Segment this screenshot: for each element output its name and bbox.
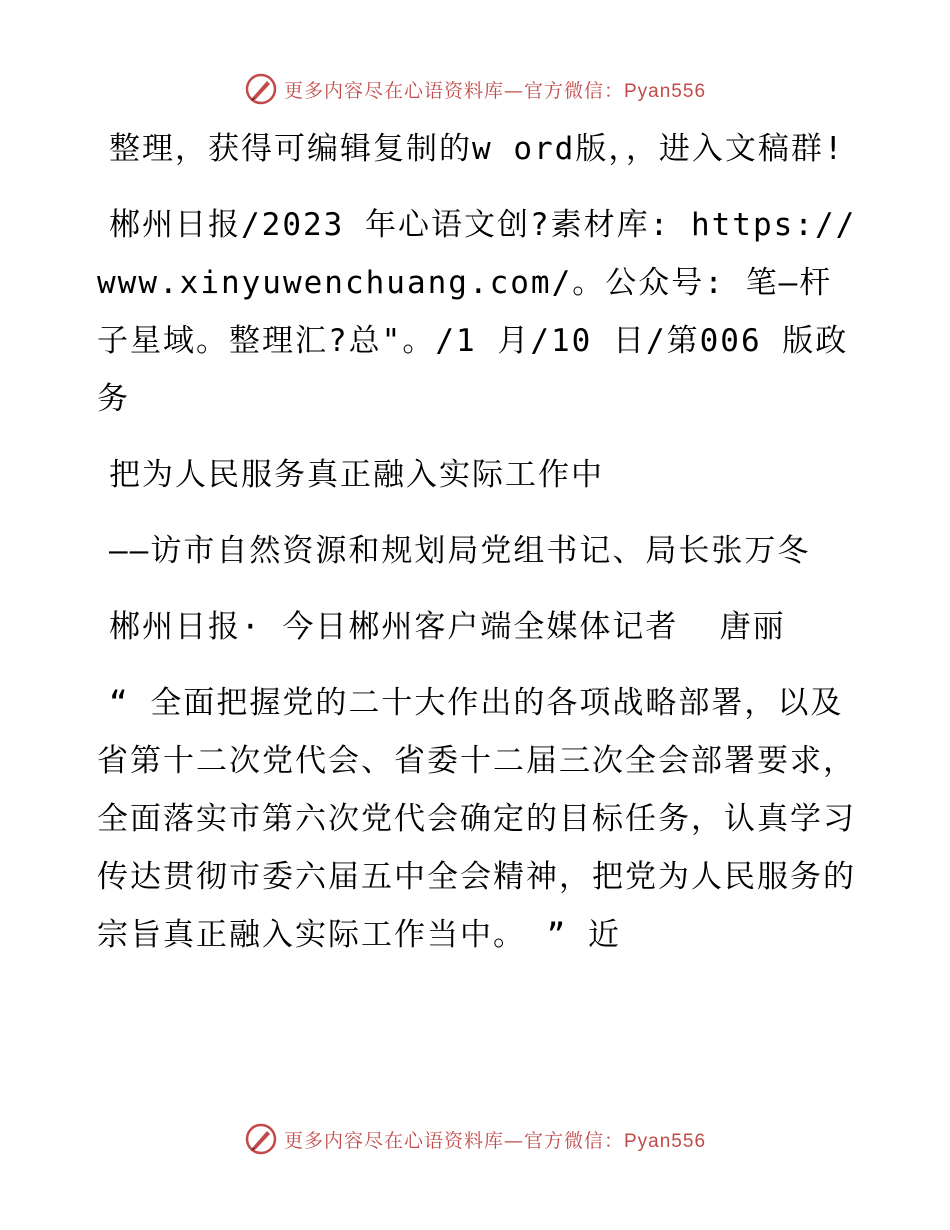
- article-subtitle: ——访市自然资源和规划局党组书记、局长张万冬: [109, 533, 811, 569]
- banner-text: [284, 1126, 706, 1153]
- document-body: [97, 120, 898, 964]
- banner-text-tail: Pyan556: [624, 80, 707, 102]
- pen-logo-icon: [244, 1122, 278, 1156]
- banner-text-main: 更多内容尽在心语资料库—官方微信：: [283, 79, 624, 102]
- footer-banner: [0, 1122, 950, 1156]
- article-byline: 郴州日报· 今日郴州客户端全媒体记者 唐丽: [109, 609, 786, 645]
- paragraph-intro: 整理，获得可编辑复制的w ord版，，进入文稿群!: [109, 131, 845, 167]
- banner-text-main: 更多内容尽在心语资料库—官方微信：: [283, 1129, 624, 1152]
- banner-text-tail: Pyan556: [624, 1130, 707, 1152]
- pen-logo-icon: [244, 72, 278, 106]
- banner-text: [284, 76, 706, 103]
- paragraph-source: 郴州日报/2023 年心语文创?素材库: https://www.xinyuwenchuang.com/。公众号: 笔—杆子星域。整理汇?总"。/1 月/10 日/第006 版政务: [97, 207, 857, 417]
- article-title: 把为人民服务真正融入实际工作中: [109, 457, 604, 493]
- article-body-paragraph: “ 全面把握党的二十大作出的各项战略部署，以及省第十二次党代会、省委十二届三次全会部署要求， 全面落实市第六次党代会确定的目标任务，认真学习传达贯彻市委六届五中全会精神，把党为人民服务的宗旨真正融入实际工作当中。 ” 近: [97, 685, 898, 953]
- header-banner: [0, 72, 950, 106]
